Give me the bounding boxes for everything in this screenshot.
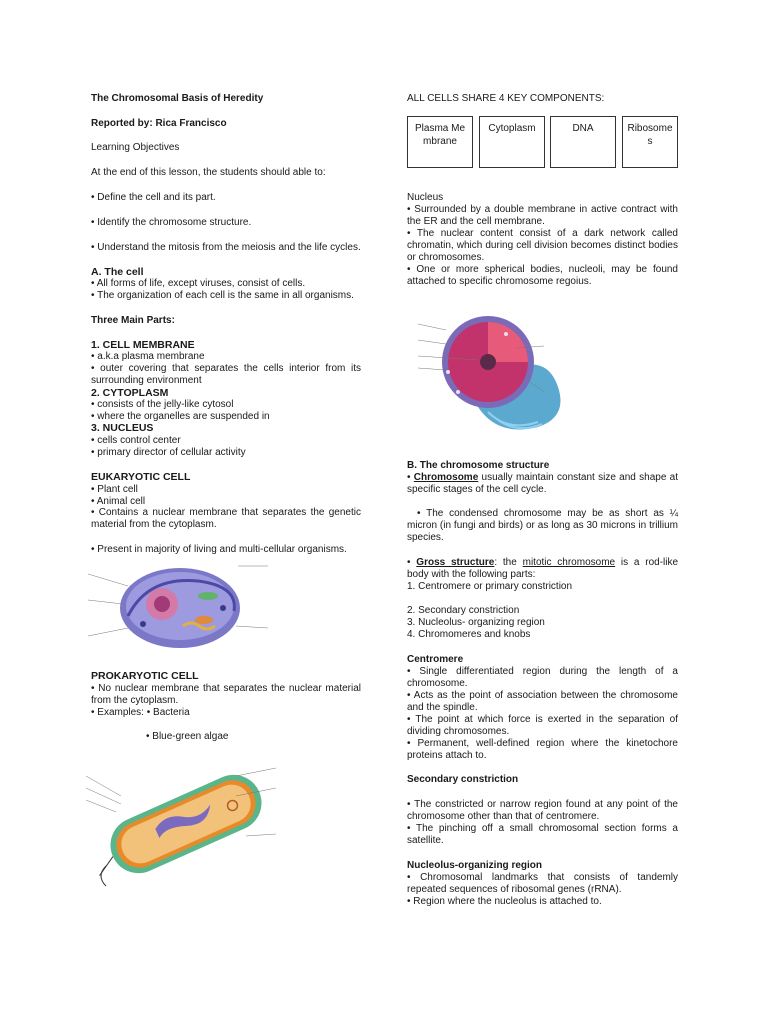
- secondary-constriction-heading: Secondary constriction: [407, 774, 519, 785]
- nucleus-section-point: • Surrounded by a double membrane in active contract with the ER and the cell membrane.: [407, 204, 678, 227]
- objectives-heading: Learning Objectives: [91, 142, 180, 153]
- objectives-intro: At the end of this lesson, the students should able to:: [91, 167, 326, 178]
- objective-item: • Identify the chromosome structure.: [91, 217, 252, 228]
- component-cell-ribosomes: Ribosomes: [622, 116, 678, 168]
- chromosome-part: 3. Nucleolus- organizing region: [407, 617, 545, 628]
- gross-structure-term: Gross structure: [416, 557, 495, 568]
- animal-cell-illustration: [88, 556, 268, 664]
- eukaryotic-point: • Animal cell: [91, 496, 146, 507]
- prokaryotic-cell-illustration: [86, 756, 276, 890]
- chromosome-part: 4. Chromomeres and knobs: [407, 629, 531, 640]
- components-table: [407, 116, 678, 168]
- centromere-point: • Single differentiated region during the length of a chromosome.: [407, 666, 678, 689]
- prokaryotic-point: • Examples: • Bacteria: [91, 707, 190, 718]
- chromosome-part: 1. Centromere or primary constriction: [407, 581, 573, 592]
- nor-point: • Chromosomal landmarks that consists of tandemly repeated sequences of ribosomal genes (rRNA).: [407, 872, 678, 895]
- components-heading: ALL CELLS SHARE 4 KEY COMPONENTS:: [407, 93, 605, 104]
- objective-item: • Understand the mitosis from the meiosis and the life cycles.: [91, 242, 361, 253]
- membrane-point: • outer covering that separates the cells interior from its surrounding environment: [91, 363, 361, 386]
- three-parts-heading: Three Main Parts:: [91, 315, 175, 326]
- prokaryotic-point: • Blue-green algae: [146, 731, 229, 742]
- prokaryotic-point: • No nuclear membrane that separates the nuclear material from the cytoplasm.: [91, 683, 361, 706]
- cytoplasm-heading: 2. CYTOPLASM: [91, 387, 169, 399]
- cell-point: • All forms of life, except viruses, consist of cells.: [91, 278, 306, 289]
- cell-point: • The organization of each cell is the same in all organisms.: [91, 290, 354, 301]
- eukaryotic-point: • Contains a nuclear membrane that separates the genetic material from the cytoplasm.: [91, 507, 361, 530]
- objective-item: • Define the cell and its part.: [91, 192, 216, 203]
- nucleus-point: • primary director of cellular activity: [91, 447, 246, 458]
- cytoplasm-point: • where the organelles are suspended in: [91, 411, 270, 422]
- nucleus-section-heading: Nucleus: [407, 192, 444, 203]
- chromosome-paragraph: • Chromosome usually maintain constant size and shape at specific stages of the cell cycle.: [407, 472, 679, 495]
- membrane-heading: 1. CELL MEMBRANE: [91, 339, 195, 351]
- secondary-constriction-point: • The pinching off a small chromosomal section forms a satellite.: [407, 823, 678, 846]
- component-cell-cytoplasm: Cytoplasm: [479, 116, 545, 168]
- eukaryotic-heading: EUKARYOTIC CELL: [91, 471, 191, 483]
- centromere-point: • Permanent, well-defined region where the kinetochore proteins attach to.: [407, 738, 678, 761]
- chromosome-part: 2. Secondary constriction: [407, 605, 520, 616]
- cytoplasm-point: • consists of the jelly-like cytosol: [91, 399, 234, 410]
- eukaryotic-point: • Plant cell: [91, 484, 138, 495]
- nucleus-section-point: • The nuclear content consist of a dark network called chromatin, which during cell division becomes distinct bodies or chromosomes.: [407, 228, 678, 263]
- mitotic-chromosome-term: mitotic chromosome: [522, 557, 616, 568]
- centromere-point: • Acts as the point of association between the chromosome and the spindle.: [407, 690, 678, 713]
- chromosome-size-paragraph: • The condensed chromosome may be as short as ¼ micron (in fungi and birds) or as long as 30 microns in trillium species.: [407, 508, 678, 543]
- document-title: The Chromosomal Basis of Heredity: [91, 93, 264, 104]
- membrane-point: • a.k.a plasma membrane: [91, 351, 205, 362]
- chromosome-heading: B. The chromosome structure: [407, 460, 550, 471]
- nucleus-illustration: [418, 312, 568, 442]
- reporter-line: Reported by: Rica Francisco: [91, 118, 227, 129]
- prokaryotic-heading: PROKARYOTIC CELL: [91, 670, 199, 682]
- nucleus-point: • cells control center: [91, 435, 181, 446]
- centromere-heading: Centromere: [407, 654, 464, 665]
- eukaryotic-point: • Present in majority of living and multi-cellular organisms.: [91, 544, 347, 555]
- nucleus-section-point: • One or more spherical bodies, nucleoli, may be found attached to specific chromosome regoius.: [407, 264, 678, 287]
- chromosome-term: Chromosome: [413, 472, 479, 483]
- secondary-constriction-point: • The constricted or narrow region found at any point of the chromosome other than that of centromere.: [407, 799, 678, 822]
- centromere-point: • The point at which force is exerted in the separation of dividing chromosomes.: [407, 714, 678, 737]
- nor-heading: Nucleolus-organizing region: [407, 860, 543, 871]
- nor-point: • Region where the nucleolus is attached to.: [407, 896, 602, 907]
- cell-heading: A. The cell: [91, 266, 144, 278]
- component-cell-plasma-membrane: Plasma Membrane: [407, 116, 473, 168]
- nucleus-heading: 3. NUCLEUS: [91, 422, 154, 434]
- component-cell-dna: DNA: [550, 116, 616, 168]
- gross-structure-paragraph: • Gross structure: the mitotic chromosome is a rod-like body with the following parts:: [407, 557, 679, 580]
